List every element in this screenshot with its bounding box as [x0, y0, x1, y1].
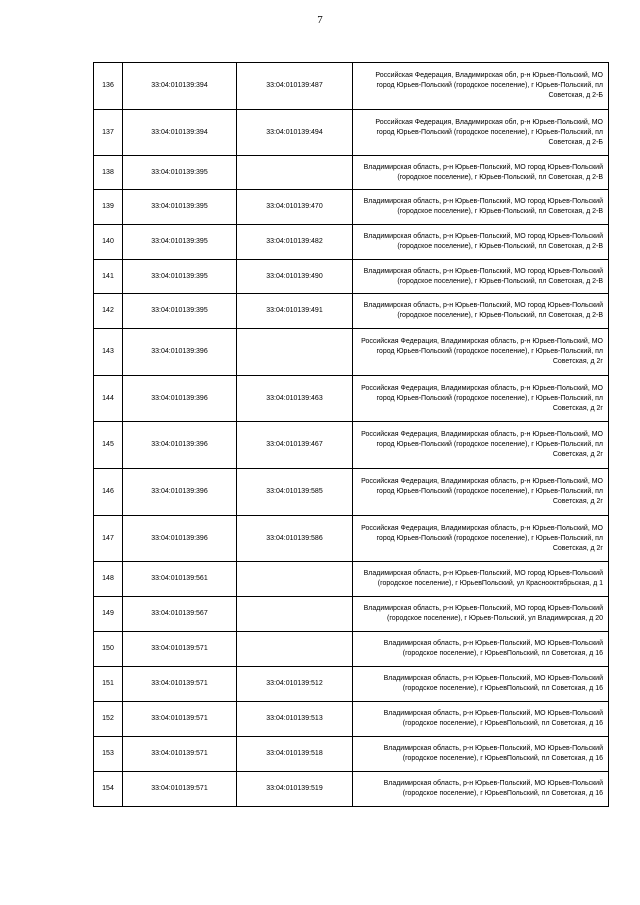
row-number-cell: 153 [94, 737, 123, 772]
address-cell: Владимирская область, р-н Юрьев-Польский, МО город Юрьев-Польский (городское поселение), г Юрьев-Польский, пл Советская, д 2-В [353, 260, 609, 294]
address-cell: Владимирская область, р-н Юрьев-Польский, МО Юрьев-Польский (городское поселение), г ЮрьевПольский, пл Советская, д 16 [353, 667, 609, 702]
child-cadastral-number-cell: 33:04:010139:467 [237, 422, 353, 469]
parent-cadastral-number-cell: 33:04:010139:395 [123, 156, 237, 190]
table-row [94, 772, 609, 807]
parent-cadastral-number-cell: 33:04:010139:395 [123, 190, 237, 225]
table-row [94, 422, 609, 469]
parent-cadastral-number-cell: 33:04:010139:571 [123, 667, 237, 702]
table-row [94, 294, 609, 329]
row-number-cell: 146 [94, 469, 123, 516]
table-row [94, 63, 609, 110]
table-row [94, 329, 609, 376]
table-row [94, 260, 609, 294]
child-cadastral-number-cell: 33:04:010139:487 [237, 63, 353, 110]
address-cell: Российская Федерация, Владимирская область, р-н Юрьев-Польский, МО город Юрьев-Польский (городское поселение), г Юрьев-Польский, пл Советская, д 2г [353, 516, 609, 562]
address-cell: Владимирская область, р-н Юрьев-Польский, МО город Юрьев-Польский (городское поселение), г Юрьев-Польский, ул Владимирская, д 20 [353, 597, 609, 632]
child-cadastral-number-cell: 33:04:010139:470 [237, 190, 353, 225]
parent-cadastral-number-cell: 33:04:010139:395 [123, 294, 237, 329]
row-number-cell: 142 [94, 294, 123, 329]
row-number-cell: 138 [94, 156, 123, 190]
row-number-cell: 143 [94, 329, 123, 376]
row-number-cell: 140 [94, 225, 123, 260]
child-cadastral-number-cell: 33:04:010139:463 [237, 376, 353, 422]
table-row [94, 562, 609, 597]
parent-cadastral-number-cell: 33:04:010139:395 [123, 260, 237, 294]
parent-cadastral-number-cell: 33:04:010139:571 [123, 737, 237, 772]
address-cell: Владимирская область, р-н Юрьев-Польский, МО город Юрьев-Польский (городское поселение), г Юрьев-Польский, пл Советская, д 2-В [353, 225, 609, 260]
parent-cadastral-number-cell: 33:04:010139:396 [123, 422, 237, 469]
row-number-cell: 149 [94, 597, 123, 632]
table-row [94, 225, 609, 260]
child-cadastral-number-cell [237, 597, 353, 632]
cadastral-table [93, 62, 609, 807]
address-cell: Владимирская область, р-н Юрьев-Польский, МО город Юрьев-Польский (городское поселение), г Юрьев-Польский, пл Советская, д 2-В [353, 190, 609, 225]
table-row [94, 632, 609, 667]
table-row [94, 469, 609, 516]
address-cell: Владимирская область, р-н Юрьев-Польский, МО город Юрьев-Польский (городское поселение), г Юрьев-Польский, пл Советская, д 2-В [353, 294, 609, 329]
table-row [94, 702, 609, 737]
parent-cadastral-number-cell: 33:04:010139:396 [123, 469, 237, 516]
address-cell: Российская Федерация, Владимирская обл, р-н Юрьев-Польский, МО город Юрьев-Польский (городское поселение), г Юрьев-Польский, пл Советская, д 2-Б [353, 110, 609, 156]
parent-cadastral-number-cell: 33:04:010139:571 [123, 772, 237, 807]
child-cadastral-number-cell: 33:04:010139:518 [237, 737, 353, 772]
parent-cadastral-number-cell: 33:04:010139:571 [123, 702, 237, 737]
row-number-cell: 154 [94, 772, 123, 807]
address-cell: Владимирская область, р-н Юрьев-Польский, МО город Юрьев-Польский (городское поселение), г ЮрьевПольский, ул Краснооктябрьская, д 1 [353, 562, 609, 597]
table-row [94, 667, 609, 702]
row-number-cell: 136 [94, 63, 123, 110]
address-cell: Российская Федерация, Владимирская область, р-н Юрьев-Польский, МО город Юрьев-Польский (городское поселение), г Юрьев-Польский, пл Советская, д 2г [353, 422, 609, 469]
address-cell: Российская Федерация, Владимирская область, р-н Юрьев-Польский, МО город Юрьев-Польский (городское поселение), г Юрьев-Польский, пл Советская, д 2г [353, 329, 609, 376]
child-cadastral-number-cell [237, 156, 353, 190]
row-number-cell: 147 [94, 516, 123, 562]
table-row [94, 376, 609, 422]
row-number-cell: 152 [94, 702, 123, 737]
parent-cadastral-number-cell: 33:04:010139:396 [123, 376, 237, 422]
row-number-cell: 139 [94, 190, 123, 225]
parent-cadastral-number-cell: 33:04:010139:394 [123, 63, 237, 110]
address-cell: Владимирская область, р-н Юрьев-Польский, МО город Юрьев-Польский (городское поселение), г Юрьев-Польский, пл Советская, д 2-В [353, 156, 609, 190]
address-cell: Владимирская область, р-н Юрьев-Польский, МО Юрьев-Польский (городское поселение), г ЮрьевПольский, пл Советская, д 16 [353, 737, 609, 772]
address-cell: Владимирская область, р-н Юрьев-Польский, МО Юрьев-Польский (городское поселение), г ЮрьевПольский, пл Советская, д 16 [353, 632, 609, 667]
table-row [94, 597, 609, 632]
child-cadastral-number-cell [237, 632, 353, 667]
row-number-cell: 150 [94, 632, 123, 667]
address-cell: Владимирская область, р-н Юрьев-Польский, МО Юрьев-Польский (городское поселение), г ЮрьевПольский, пл Советская, д 16 [353, 702, 609, 737]
address-cell: Российская Федерация, Владимирская обл, р-н Юрьев-Польский, МО город Юрьев-Польский (городское поселение), г Юрьев-Польский, пл Советская, д 2-Б [353, 63, 609, 110]
page-number: 7 [317, 14, 323, 26]
table-row [94, 737, 609, 772]
child-cadastral-number-cell: 33:04:010139:519 [237, 772, 353, 807]
address-cell: Владимирская область, р-н Юрьев-Польский, МО Юрьев-Польский (городское поселение), г ЮрьевПольский, пл Советская, д 16 [353, 772, 609, 807]
child-cadastral-number-cell: 33:04:010139:585 [237, 469, 353, 516]
table-body [94, 63, 609, 807]
table-row [94, 190, 609, 225]
child-cadastral-number-cell: 33:04:010139:482 [237, 225, 353, 260]
row-number-cell: 148 [94, 562, 123, 597]
child-cadastral-number-cell [237, 562, 353, 597]
parent-cadastral-number-cell: 33:04:010139:396 [123, 516, 237, 562]
table-row [94, 516, 609, 562]
row-number-cell: 141 [94, 260, 123, 294]
table-row [94, 156, 609, 190]
child-cadastral-number-cell: 33:04:010139:512 [237, 667, 353, 702]
address-cell: Российская Федерация, Владимирская область, р-н Юрьев-Польский, МО город Юрьев-Польский (городское поселение), г Юрьев-Польский, пл Советская, д 2г [353, 376, 609, 422]
child-cadastral-number-cell [237, 329, 353, 376]
table-row [94, 110, 609, 156]
child-cadastral-number-cell: 33:04:010139:491 [237, 294, 353, 329]
row-number-cell: 151 [94, 667, 123, 702]
row-number-cell: 144 [94, 376, 123, 422]
parent-cadastral-number-cell: 33:04:010139:567 [123, 597, 237, 632]
parent-cadastral-number-cell: 33:04:010139:571 [123, 632, 237, 667]
address-cell: Российская Федерация, Владимирская область, р-н Юрьев-Польский, МО город Юрьев-Польский (городское поселение), г Юрьев-Польский, пл Советская, д 2г [353, 469, 609, 516]
parent-cadastral-number-cell: 33:04:010139:396 [123, 329, 237, 376]
row-number-cell: 145 [94, 422, 123, 469]
child-cadastral-number-cell: 33:04:010139:586 [237, 516, 353, 562]
row-number-cell: 137 [94, 110, 123, 156]
parent-cadastral-number-cell: 33:04:010139:394 [123, 110, 237, 156]
child-cadastral-number-cell: 33:04:010139:513 [237, 702, 353, 737]
child-cadastral-number-cell: 33:04:010139:494 [237, 110, 353, 156]
child-cadastral-number-cell: 33:04:010139:490 [237, 260, 353, 294]
parent-cadastral-number-cell: 33:04:010139:395 [123, 225, 237, 260]
parent-cadastral-number-cell: 33:04:010139:561 [123, 562, 237, 597]
